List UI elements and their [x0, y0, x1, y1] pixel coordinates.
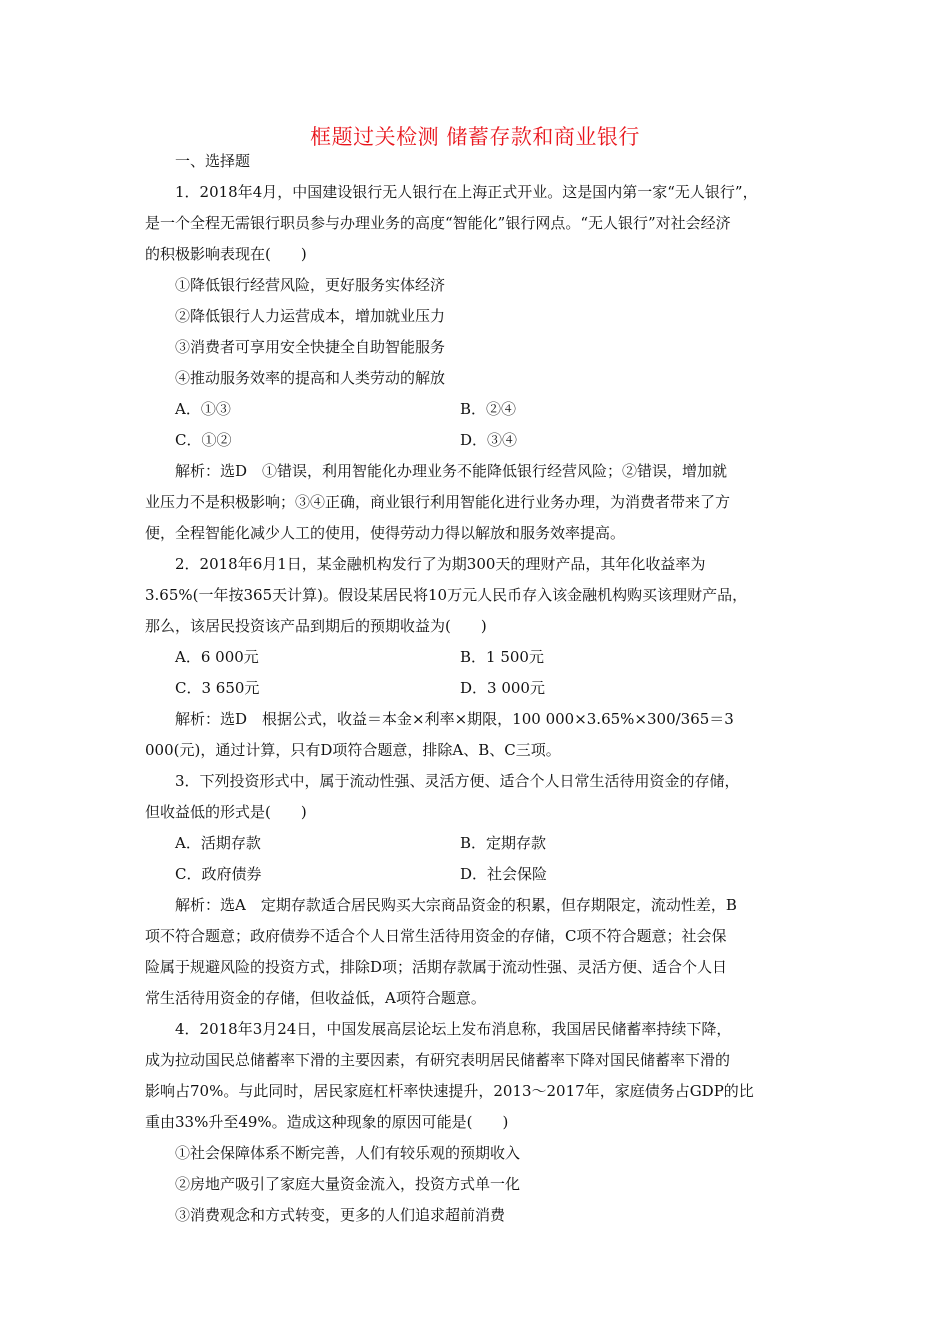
option-d: D．社会保险 — [460, 865, 548, 883]
page-title: 框题过关检测 储蓄存款和商业银行 — [310, 125, 640, 149]
question-4 — [145, 1014, 813, 1231]
question-stem-line: 3．下列投资形式中，属于流动性强、灵活方便、适合个人日常生活待用资金的存储， — [175, 772, 740, 790]
option-d: D．③④ — [460, 431, 518, 449]
question-stem-line: 是一个全程无需银行职员参与办理业务的高度“智能化”银行网点。“无人银行”对社会经济 — [145, 214, 731, 232]
question-stem-line: 的积极影响表现在( ) — [145, 245, 307, 263]
question-2 — [145, 549, 813, 766]
question-stem-line: 重由33%升至49%。造成这种现象的原因可能是( ) — [145, 1113, 509, 1131]
statement-item: ④推动服务效率的提高和人类劳动的解放 — [175, 369, 446, 387]
option-d: D．3 000元 — [460, 679, 545, 697]
analysis-line: 000(元)，通过计算，只有D项符合题意，排除A、B、C三项。 — [145, 741, 561, 759]
analysis-line: 业压力不是积极影响；③④正确，商业银行利用智能化进行业务办理，为消费者带来了方 — [145, 493, 731, 511]
statement-item: ②房地产吸引了家庭大量资金流入，投资方式单一化 — [175, 1175, 521, 1193]
analysis-line: 险属于规避风险的投资方式，排除D项；活期存款属于流动性强、灵活方便、适合个人日 — [145, 958, 728, 976]
options-row — [145, 673, 813, 704]
analysis-line: 项不符合题意；政府债券不适合个人日常生活待用资金的存储，C项不符合题意；社会保 — [145, 927, 727, 945]
statement-item: ③消费者可享用安全快捷全自助智能服务 — [175, 338, 446, 356]
question-stem-line: 1．2018年4月，中国建设银行无人银行在上海正式开业。这是国内第一家“无人银行”， — [175, 183, 758, 201]
question-3 — [145, 766, 813, 1014]
option-b: B．②④ — [460, 400, 517, 418]
options-row — [145, 425, 813, 456]
analysis-line: 解析：选A 定期存款适合居民购买大宗商品资金的积累，但存期限定，流动性差，B — [175, 896, 737, 914]
question-stem-line: 3.65%(一年按365天计算)。假设某居民将10万元人民币存入该金融机构购买该理财产品， — [145, 586, 748, 604]
options-row — [145, 394, 813, 425]
question-stem-line: 2．2018年6月1日，某金融机构发行了为期300天的理财产品，其年化收益率为 — [175, 555, 706, 573]
statement-item: ①社会保障体系不断完善，人们有较乐观的预期收入 — [175, 1144, 521, 1162]
question-stem-line: 影响占70%。与此同时，居民家庭杠杆率快速提升，2013～2017年，家庭债务占GDP的比 — [145, 1082, 754, 1100]
section-heading: 一、选择题 — [175, 152, 251, 170]
analysis-line: 解析：选D ①错误，利用智能化办理业务不能降低银行经营风险；②错误，增加就 — [175, 462, 728, 480]
document-body — [145, 146, 813, 1231]
option-b: B．定期存款 — [460, 834, 547, 852]
analysis-line: 常生活待用资金的存储，但收益低，A项符合题意。 — [145, 989, 486, 1007]
options-row — [145, 859, 813, 890]
analysis-line: 便，全程智能化减少人工的使用，使得劳动力得以解放和服务效率提高。 — [145, 524, 626, 542]
option-c: C．政府债券 — [175, 865, 262, 883]
statement-item: ③消费观念和方式转变，更多的人们追求超前消费 — [175, 1206, 506, 1224]
option-c: C．3 650元 — [175, 679, 260, 697]
options-row — [145, 642, 813, 673]
question-1 — [145, 177, 813, 549]
statement-item: ①降低银行经营风险，更好服务实体经济 — [175, 276, 446, 294]
statement-item: ②降低银行人力运营成本，增加就业压力 — [175, 307, 446, 325]
option-a: A．活期存款 — [175, 834, 261, 852]
option-b: B．1 500元 — [460, 648, 544, 666]
option-c: C．①② — [175, 431, 232, 449]
question-stem-line: 成为拉动国民总储蓄率下滑的主要因素，有研究表明居民储蓄率下降对国民储蓄率下滑的 — [145, 1051, 731, 1069]
option-a: A．6 000元 — [175, 648, 259, 666]
analysis-line: 解析：选D 根据公式，收益＝本金×利率×期限，100 000×3.65%×300/365＝3 — [175, 710, 734, 728]
question-stem-line: 但收益低的形式是( ) — [145, 803, 307, 821]
question-stem-line: 4．2018年3月24日，中国发展高层论坛上发布消息称，我国居民储蓄率持续下降， — [175, 1020, 732, 1038]
option-a: A．①③ — [175, 400, 231, 418]
question-stem-line: 那么，该居民投资该产品到期后的预期收益为( ) — [145, 617, 487, 635]
options-row — [145, 828, 813, 859]
